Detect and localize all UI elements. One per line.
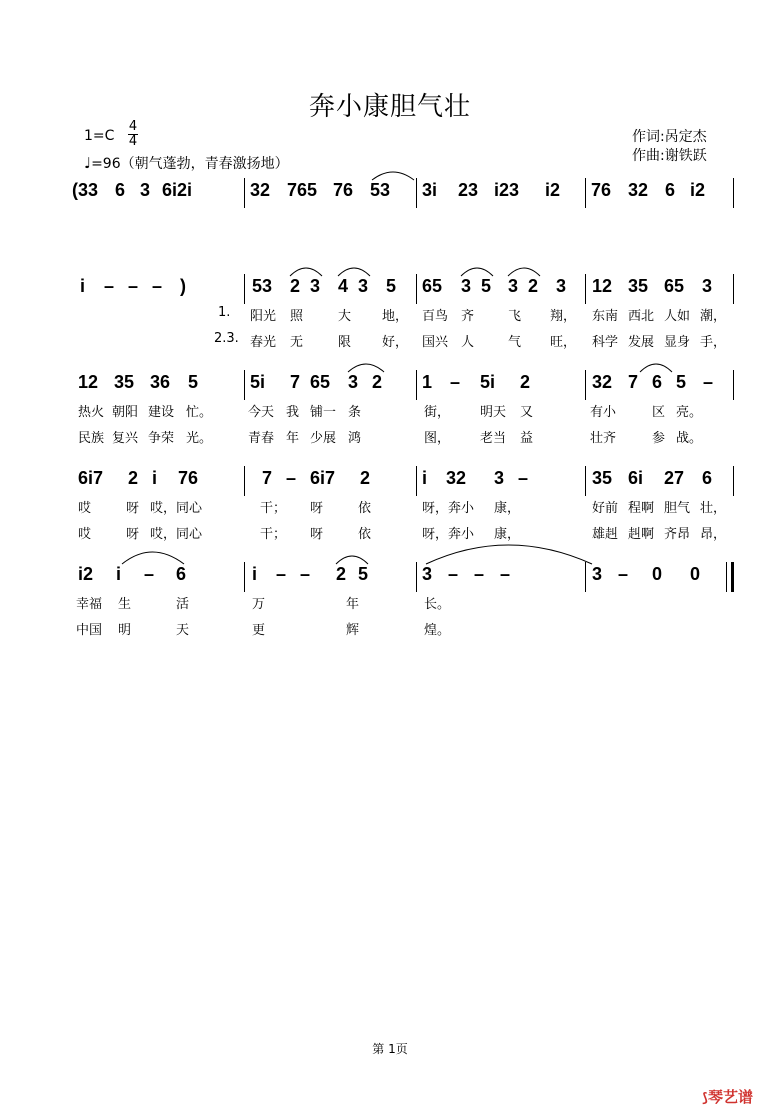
- lyric: 建设: [148, 405, 175, 420]
- lyric: 长。: [424, 597, 451, 612]
- verse-number: 2.3.: [214, 331, 239, 346]
- lyric: 好，: [382, 335, 409, 350]
- note: i: [422, 468, 428, 488]
- verse-number: 1.: [218, 305, 231, 320]
- slur: [348, 364, 384, 372]
- lyric: 人如: [664, 309, 691, 324]
- note: i: [252, 564, 258, 584]
- lyric: 呀: [310, 501, 324, 516]
- note: 12: [78, 372, 99, 392]
- note: –: [276, 564, 287, 584]
- note: 65: [422, 276, 443, 296]
- note: 35: [592, 468, 613, 488]
- lyric: 我: [286, 405, 300, 420]
- note: –: [104, 276, 115, 296]
- lyric: 区: [652, 405, 666, 420]
- note: 2: [360, 468, 371, 488]
- lyric: 幸福: [76, 597, 103, 612]
- lyric: 康，: [494, 501, 521, 516]
- lyric: 煌。: [424, 623, 451, 638]
- page-number: 第 1页: [372, 1042, 408, 1056]
- lyric: 辉: [346, 623, 360, 638]
- note: 53: [370, 180, 391, 200]
- note: 765: [287, 180, 318, 200]
- note: 3: [358, 276, 369, 296]
- lyric: 干；: [260, 501, 287, 516]
- logo-text: 琴艺谱: [707, 1088, 753, 1106]
- lyric: 东南: [592, 309, 619, 324]
- lyric: 依: [358, 527, 372, 542]
- lyric: 赳啊: [628, 527, 655, 542]
- slur: [290, 268, 322, 276]
- lyric: 生: [118, 597, 132, 612]
- note: i: [80, 276, 86, 296]
- lyric: 齐: [461, 309, 475, 324]
- note: 36: [150, 372, 171, 392]
- note: 76: [178, 468, 199, 488]
- note: 3: [310, 276, 321, 296]
- lyric: 复兴: [112, 431, 139, 446]
- note: 5: [386, 276, 397, 296]
- note: 65: [310, 372, 331, 392]
- note: 3: [461, 276, 472, 296]
- note: 5: [676, 372, 687, 392]
- song-title: 奔小康胆气壮: [308, 92, 471, 122]
- note: 32: [250, 180, 271, 200]
- note: 65: [664, 276, 685, 296]
- note: 6: [652, 372, 663, 392]
- note: i2: [690, 180, 706, 200]
- lyric: 战。: [676, 431, 703, 446]
- lyric: 呀: [126, 527, 140, 542]
- lyric: 年: [286, 431, 300, 446]
- lyric: 今天: [248, 405, 275, 420]
- quarter-note-icon: ♩: [84, 154, 92, 172]
- lyric: 国兴: [422, 335, 449, 350]
- lyric: 胆气: [664, 501, 691, 516]
- slur: [461, 268, 493, 276]
- lyric: 显身: [664, 335, 691, 350]
- note: –: [144, 564, 155, 584]
- lyric: 壮，: [700, 501, 727, 516]
- slur: [426, 545, 592, 564]
- lyric: 老当: [480, 431, 507, 446]
- lyric: 照: [290, 309, 304, 324]
- lyric: 依: [358, 501, 372, 516]
- note: –: [618, 564, 629, 584]
- note: 3: [702, 276, 713, 296]
- note: 35: [628, 276, 649, 296]
- note: 5: [481, 276, 492, 296]
- lyric: 哎: [78, 501, 92, 516]
- note: 6i7: [78, 468, 104, 488]
- lyric: 呀: [310, 527, 324, 542]
- note: 5: [188, 372, 199, 392]
- note: (33: [72, 180, 99, 200]
- note: 7: [290, 372, 301, 392]
- lyric: 有小: [590, 405, 617, 420]
- note: i: [152, 468, 158, 488]
- slur: [336, 556, 368, 564]
- note: i23: [494, 180, 520, 200]
- lyric: 齐昂: [664, 527, 691, 542]
- lyric: 明天: [480, 405, 507, 420]
- lyric: 春光: [250, 335, 277, 350]
- note: –: [286, 468, 297, 488]
- lyric: 阳光: [250, 309, 277, 324]
- note: i: [116, 564, 122, 584]
- note: –: [152, 276, 163, 296]
- lyric: 潮，: [700, 309, 727, 324]
- lyric: 青春: [248, 431, 275, 446]
- note: 2: [128, 468, 139, 488]
- note: 27: [664, 468, 685, 488]
- note: 3: [556, 276, 567, 296]
- note: 6: [702, 468, 713, 488]
- lyric: 呀，奔小: [422, 527, 475, 542]
- lyric: 中国: [76, 623, 103, 638]
- composer: 作曲:谢铁跃: [632, 148, 707, 164]
- lyric: 少展: [310, 431, 337, 446]
- note: –: [474, 564, 485, 584]
- lyric: 朝阳: [112, 405, 139, 420]
- site-logo: [702, 1086, 753, 1107]
- note: –: [300, 564, 311, 584]
- note: –: [500, 564, 511, 584]
- lyric: 呀，奔小: [422, 501, 475, 516]
- note: 7: [628, 372, 639, 392]
- note: –: [448, 564, 459, 584]
- lyric: 天: [176, 623, 190, 638]
- note: –: [703, 372, 714, 392]
- note: 76: [591, 180, 612, 200]
- lyric: 益: [520, 431, 534, 446]
- note: 32: [446, 468, 467, 488]
- note: 2: [528, 276, 539, 296]
- lyric: 干；: [260, 527, 287, 542]
- lyric: 活: [176, 597, 190, 612]
- note: 7: [262, 468, 273, 488]
- lyric: 呀: [126, 501, 140, 516]
- note: 5i: [480, 372, 496, 392]
- lyricist: 作词:呙定杰: [632, 129, 707, 145]
- note: i2: [78, 564, 94, 584]
- lyric: 更: [252, 623, 266, 638]
- note: 2: [290, 276, 301, 296]
- lyric: 街，: [424, 405, 451, 420]
- note: 6: [176, 564, 187, 584]
- note: 5i: [250, 372, 266, 392]
- note: –: [128, 276, 139, 296]
- lyric: 鸿: [348, 431, 362, 446]
- lyric: 翔，: [550, 309, 577, 324]
- note: 0: [690, 564, 701, 584]
- note: 4: [338, 276, 349, 296]
- lyric: 铺一: [310, 405, 337, 420]
- slur: [508, 268, 540, 276]
- note: 2: [520, 372, 531, 392]
- lyric: 限: [338, 335, 352, 350]
- lyric: 哎: [78, 527, 92, 542]
- lyric: 争荣: [148, 431, 175, 446]
- note: 3i: [422, 180, 438, 200]
- note: –: [450, 372, 461, 392]
- note: 3: [494, 468, 505, 488]
- note: i2: [545, 180, 561, 200]
- lyric: 无: [290, 335, 304, 350]
- note: 3: [422, 564, 433, 584]
- note: 32: [628, 180, 649, 200]
- lyric: 大: [338, 309, 352, 324]
- note: 2: [372, 372, 383, 392]
- note: 2: [336, 564, 347, 584]
- note: 76: [333, 180, 354, 200]
- lyric: 雄赳: [592, 527, 619, 542]
- lyric: 参: [652, 431, 666, 446]
- note: 53: [252, 276, 273, 296]
- note: 6i7: [310, 468, 336, 488]
- lyric: 忙。: [186, 405, 213, 420]
- slur: [338, 268, 370, 276]
- lyric: 地，: [382, 309, 409, 324]
- lyric: 万: [252, 597, 266, 612]
- note: 5: [358, 564, 369, 584]
- time-bottom: 4: [128, 134, 138, 149]
- lyric: 亮。: [676, 405, 703, 420]
- slur: [372, 172, 414, 180]
- key-label: 1=C: [84, 128, 115, 144]
- note: 6i2i: [162, 180, 193, 200]
- slur: [122, 552, 184, 564]
- note: 3: [348, 372, 359, 392]
- lyric: 手，: [700, 335, 727, 350]
- lyric: 程啊: [628, 501, 655, 516]
- lyric: 光。: [186, 431, 213, 446]
- note: 3: [508, 276, 519, 296]
- note: 35: [114, 372, 135, 392]
- lyric: 昂，: [700, 527, 727, 542]
- note: 0: [652, 564, 663, 584]
- time-top: 4: [128, 119, 138, 134]
- tempo-text: =96（朝气蓬勃，青春激扬地）: [91, 156, 289, 172]
- note: 6: [665, 180, 676, 200]
- lyric: 条: [348, 405, 362, 420]
- note: 3: [592, 564, 603, 584]
- lyric: 又: [520, 405, 534, 420]
- note: ): [180, 276, 186, 296]
- lyric: 发展: [628, 335, 655, 350]
- note: 6: [115, 180, 126, 200]
- lyric: 气: [508, 335, 522, 350]
- note: 12: [592, 276, 613, 296]
- logo-icon: ⟆: [702, 1091, 708, 1106]
- note: 3: [140, 180, 151, 200]
- note: –: [518, 468, 529, 488]
- lyric: 热火: [78, 405, 105, 420]
- lyric: 明: [118, 623, 132, 638]
- lyric: 飞: [508, 309, 522, 324]
- lyric: 好前: [592, 501, 619, 516]
- note: 1: [422, 372, 433, 392]
- note: 23: [458, 180, 479, 200]
- slur: [640, 364, 672, 372]
- lyric: 年: [346, 597, 360, 612]
- lyric: 图，: [424, 431, 451, 446]
- lyric: 百鸟: [422, 309, 449, 324]
- note: 6i: [628, 468, 644, 488]
- lyric: 壮齐: [590, 431, 617, 446]
- lyric: 西北: [628, 309, 655, 324]
- lyric: 民族: [78, 431, 105, 446]
- lyric: 旺，: [550, 335, 577, 350]
- lyric: 康，: [494, 527, 521, 542]
- note: 32: [592, 372, 613, 392]
- lyric: 哎，同心: [150, 527, 203, 542]
- lyric: 科学: [592, 335, 619, 350]
- lyric: 哎，同心: [150, 501, 203, 516]
- lyric: 人: [461, 335, 475, 350]
